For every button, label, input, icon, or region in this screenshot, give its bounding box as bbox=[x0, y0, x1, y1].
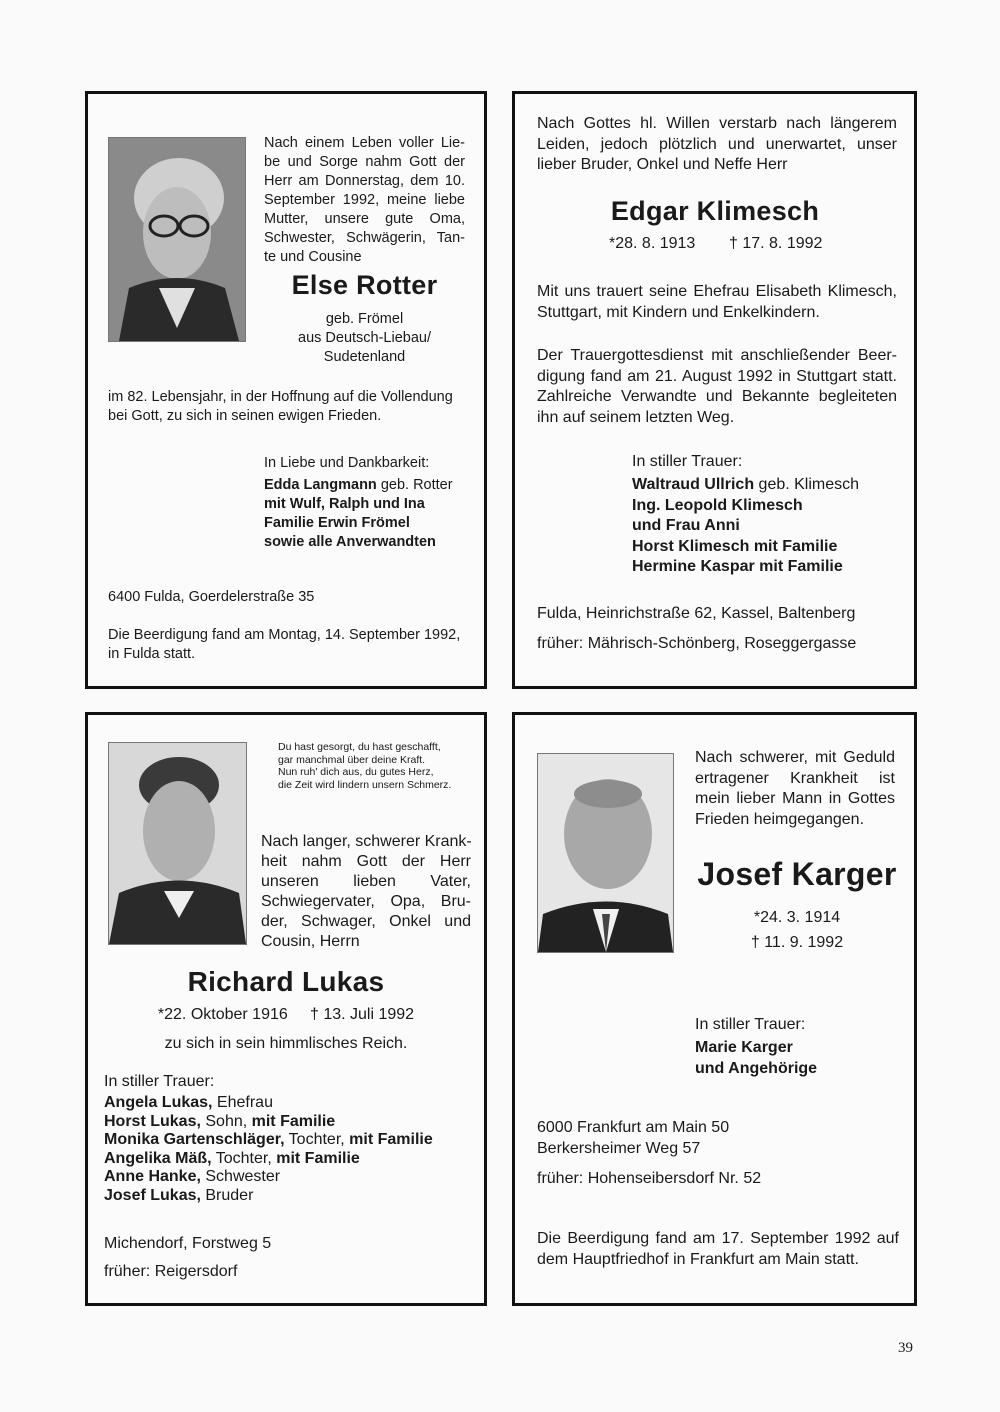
text-line: Stuttgart, mit Kindern und Enkelkindern. bbox=[537, 303, 820, 321]
mourner-name: Ing. Leopold Klimesch bbox=[632, 496, 803, 514]
deceased-name: Else Rotter bbox=[291, 270, 438, 300]
mourner-name: Hermine Kaspar mit Familie bbox=[632, 558, 843, 575]
rotter-intro bbox=[264, 134, 465, 267]
mourner-row bbox=[104, 1168, 433, 1187]
text-line: im 82. Lebensjahr, in der Hoffnung auf die Vollendung bbox=[108, 389, 453, 405]
text-line: Der Trauergottesdienst mit anschließender Beer- bbox=[537, 347, 897, 364]
text-line: Leiden, jedoch plötzlich und unerwartet, unser bbox=[537, 135, 897, 153]
obituary-edgar-klimesch bbox=[512, 91, 917, 689]
mourner-relation: geb. Klimesch bbox=[754, 476, 860, 493]
text-line: gar manchmal über deine Kraft. bbox=[278, 753, 426, 766]
portrait-photo-richard-lukas bbox=[108, 742, 247, 945]
page-number: 39 bbox=[898, 1340, 913, 1356]
text-line: Nach Gottes hl. Willen verstarb nach längerem bbox=[537, 115, 897, 132]
text-line: heit nahm Gott der Herr bbox=[261, 853, 471, 870]
deceased-name: Edgar Klimesch bbox=[610, 196, 820, 226]
text-line: te und Cousine bbox=[264, 249, 362, 265]
text-line: ihn auf seinem letzten Weg. bbox=[537, 408, 735, 426]
deceased-name: Josef Karger bbox=[697, 856, 897, 892]
text-line: Mit uns trauert seine Ehefrau Elisabeth Klimesch, bbox=[537, 283, 897, 300]
mourner-relation: geb. Rotter bbox=[376, 477, 453, 493]
address: Michendorf, Forstweg 5 bbox=[104, 1235, 272, 1252]
text-line: 6000 Frankfurt am Main 50 bbox=[537, 1119, 730, 1136]
text-line: Berkersheimer Weg 57 bbox=[537, 1139, 701, 1157]
mourner-name: Edda Langmann bbox=[264, 477, 377, 493]
mourner-relation: Tochter, bbox=[211, 1149, 277, 1167]
text-line: in Fulda statt. bbox=[108, 646, 196, 662]
mourner-name: mit Wulf, Ralph und Ina bbox=[264, 496, 425, 512]
mourners-list bbox=[632, 475, 859, 578]
text-line: geb. Frömel bbox=[325, 311, 404, 327]
mourner-name: Horst Klimesch mit Familie bbox=[632, 537, 838, 555]
klimesch-family-note bbox=[537, 282, 897, 323]
mourner-name: Waltraud Ullrich bbox=[632, 476, 755, 493]
text-line: Die Beerdigung fand am 17. September 1992 auf bbox=[537, 1230, 899, 1247]
portrait-photo-else-rotter bbox=[108, 137, 246, 342]
portrait-silhouette bbox=[538, 754, 673, 952]
mourner-family: mit Familie bbox=[276, 1149, 360, 1167]
mourner-name: und Frau Anni bbox=[632, 517, 740, 534]
text-line: Nach langer, schwerer Krank- bbox=[261, 833, 472, 850]
mourners-list bbox=[264, 476, 453, 552]
mourning-heading: In stiller Trauer: bbox=[695, 1016, 806, 1033]
mourner-relation: Sohn, bbox=[200, 1112, 252, 1130]
mourner-name: Familie Erwin Frömel bbox=[264, 515, 410, 531]
obituary-richard-lukas bbox=[85, 712, 487, 1306]
mourner-relation: Tochter, bbox=[284, 1131, 350, 1148]
text-line: Die Beerdigung fand am Montag, 14. September 1992, bbox=[108, 627, 461, 643]
text-line: Herr am Donnerstag, dem 10. bbox=[264, 173, 465, 189]
mourner-family: mit Familie bbox=[349, 1131, 433, 1148]
text-line: lieber Bruder, Onkel und Neffe Herr bbox=[537, 156, 788, 173]
address bbox=[537, 1118, 729, 1159]
funeral-note bbox=[537, 1229, 899, 1270]
birth-date: *28. 8. 1913 bbox=[609, 235, 696, 252]
text-line: unseren lieben Vater, bbox=[261, 873, 471, 890]
text-line: Nach schwerer, mit Geduld bbox=[695, 749, 895, 766]
mourner-name: und Angehörige bbox=[695, 1059, 818, 1077]
death-date: † 11. 9. 1992 bbox=[750, 934, 844, 951]
portrait-silhouette bbox=[109, 743, 246, 944]
mourner-name: Angelika Mäß, bbox=[104, 1149, 212, 1167]
text-line: be und Sorge nahm Gott der bbox=[264, 154, 465, 170]
heaven-line: zu sich in sein himmlisches Reich. bbox=[164, 1035, 408, 1052]
text-line: der, Schwager, Onkel und bbox=[261, 913, 471, 930]
text-line: Frieden heimgegangen. bbox=[695, 810, 865, 828]
mourner-name: Marie Karger bbox=[695, 1039, 793, 1056]
mourner-name: Josef Lukas, bbox=[104, 1186, 201, 1204]
deceased-name: Richard Lukas bbox=[187, 966, 385, 997]
mourner-name: Anne Hanke, bbox=[104, 1168, 201, 1185]
text-line: Sudetenland bbox=[323, 349, 406, 365]
address: 6400 Fulda, Goerdelerstraße 35 bbox=[108, 589, 315, 605]
klimesch-intro bbox=[537, 114, 897, 176]
portrait-silhouette bbox=[109, 138, 245, 341]
rotter-maiden-origin bbox=[264, 310, 465, 367]
former-address: früher: Reigersdorf bbox=[104, 1263, 238, 1280]
mourner-row bbox=[104, 1113, 433, 1132]
text-line: bei Gott, zu sich in seinen ewigen Frieden. bbox=[108, 408, 382, 424]
mourners-list bbox=[695, 1038, 817, 1079]
mourner-relation: Schwester bbox=[200, 1168, 281, 1185]
thanks-heading: In Liebe und Dankbarkeit: bbox=[264, 455, 430, 471]
life-dates: *22. Oktober 1916 † 13. Juli 1992 bbox=[157, 1006, 415, 1023]
text-line: dem Hauptfriedhof in Frankfurt am Main statt. bbox=[537, 1250, 859, 1268]
obituary-josef-karger bbox=[512, 712, 917, 1306]
mourners-list bbox=[104, 1094, 433, 1205]
text-line: die Zeit wird lindern unsern Schmerz. bbox=[278, 778, 452, 791]
rotter-age-text bbox=[108, 388, 478, 426]
text-line: mein lieber Mann in Gottes bbox=[695, 790, 895, 807]
mourner-name: sowie alle Anverwandten bbox=[264, 534, 436, 550]
mourner-name: Angela Lukas, bbox=[104, 1094, 213, 1111]
mourner-row bbox=[104, 1131, 433, 1150]
mourner-relation: Bruder bbox=[200, 1186, 254, 1204]
memorial-poem bbox=[278, 741, 451, 791]
birth-date: *24. 3. 1914 bbox=[753, 909, 841, 926]
text-line: Schwester, Schwägerin, Tan- bbox=[264, 230, 465, 246]
karger-intro bbox=[695, 748, 895, 830]
mourner-name: Monika Gartenschläger, bbox=[104, 1131, 285, 1148]
mourner-name: Horst Lukas, bbox=[104, 1112, 201, 1130]
funeral-note bbox=[108, 626, 478, 664]
death-date: † 17. 8. 1992 bbox=[729, 235, 823, 252]
former-address: früher: Mährisch-Schönberg, Roseggergasse bbox=[537, 635, 857, 652]
mourner-row bbox=[104, 1094, 433, 1113]
text-line: ertragener Krankheit ist bbox=[695, 769, 895, 787]
mourning-heading: In stiller Trauer: bbox=[104, 1073, 215, 1090]
mourner-row bbox=[104, 1187, 433, 1206]
text-line: Cousin, Herrn bbox=[261, 933, 360, 950]
text-line: Zahlreiche Verwandte und Bekannte begleiteten bbox=[537, 388, 897, 405]
portrait-photo-josef-karger bbox=[537, 753, 674, 953]
klimesch-service-note bbox=[537, 346, 897, 428]
mourner-family: mit Familie bbox=[251, 1112, 336, 1130]
former-address: früher: Hohenseibersdorf Nr. 52 bbox=[537, 1170, 762, 1187]
text-line: Mutter, unsere gute Oma, bbox=[264, 211, 465, 227]
address: Fulda, Heinrichstraße 62, Kassel, Baltenberg bbox=[537, 605, 856, 622]
mourning-heading: In stiller Trauer: bbox=[632, 453, 743, 470]
text-line: Du hast gesorgt, du hast geschafft, bbox=[278, 741, 441, 753]
text-line: digung fand am 21. August 1992 in Stuttgart statt. bbox=[537, 367, 897, 385]
text-line: aus Deutsch-Liebau/ bbox=[298, 330, 431, 346]
mourner-relation: Ehefrau bbox=[212, 1094, 273, 1111]
obituary-else-rotter bbox=[85, 91, 487, 689]
mourner-row bbox=[104, 1150, 433, 1169]
lukas-intro bbox=[261, 832, 471, 952]
text-line: September 1992, meine liebe bbox=[264, 192, 465, 208]
text-line: Schwiegervater, Opa, Bru- bbox=[261, 893, 471, 910]
text-line: Nach einem Leben voller Lie- bbox=[264, 135, 465, 151]
text-line: Nun ruh' dich aus, du gutes Herz, bbox=[278, 766, 434, 778]
